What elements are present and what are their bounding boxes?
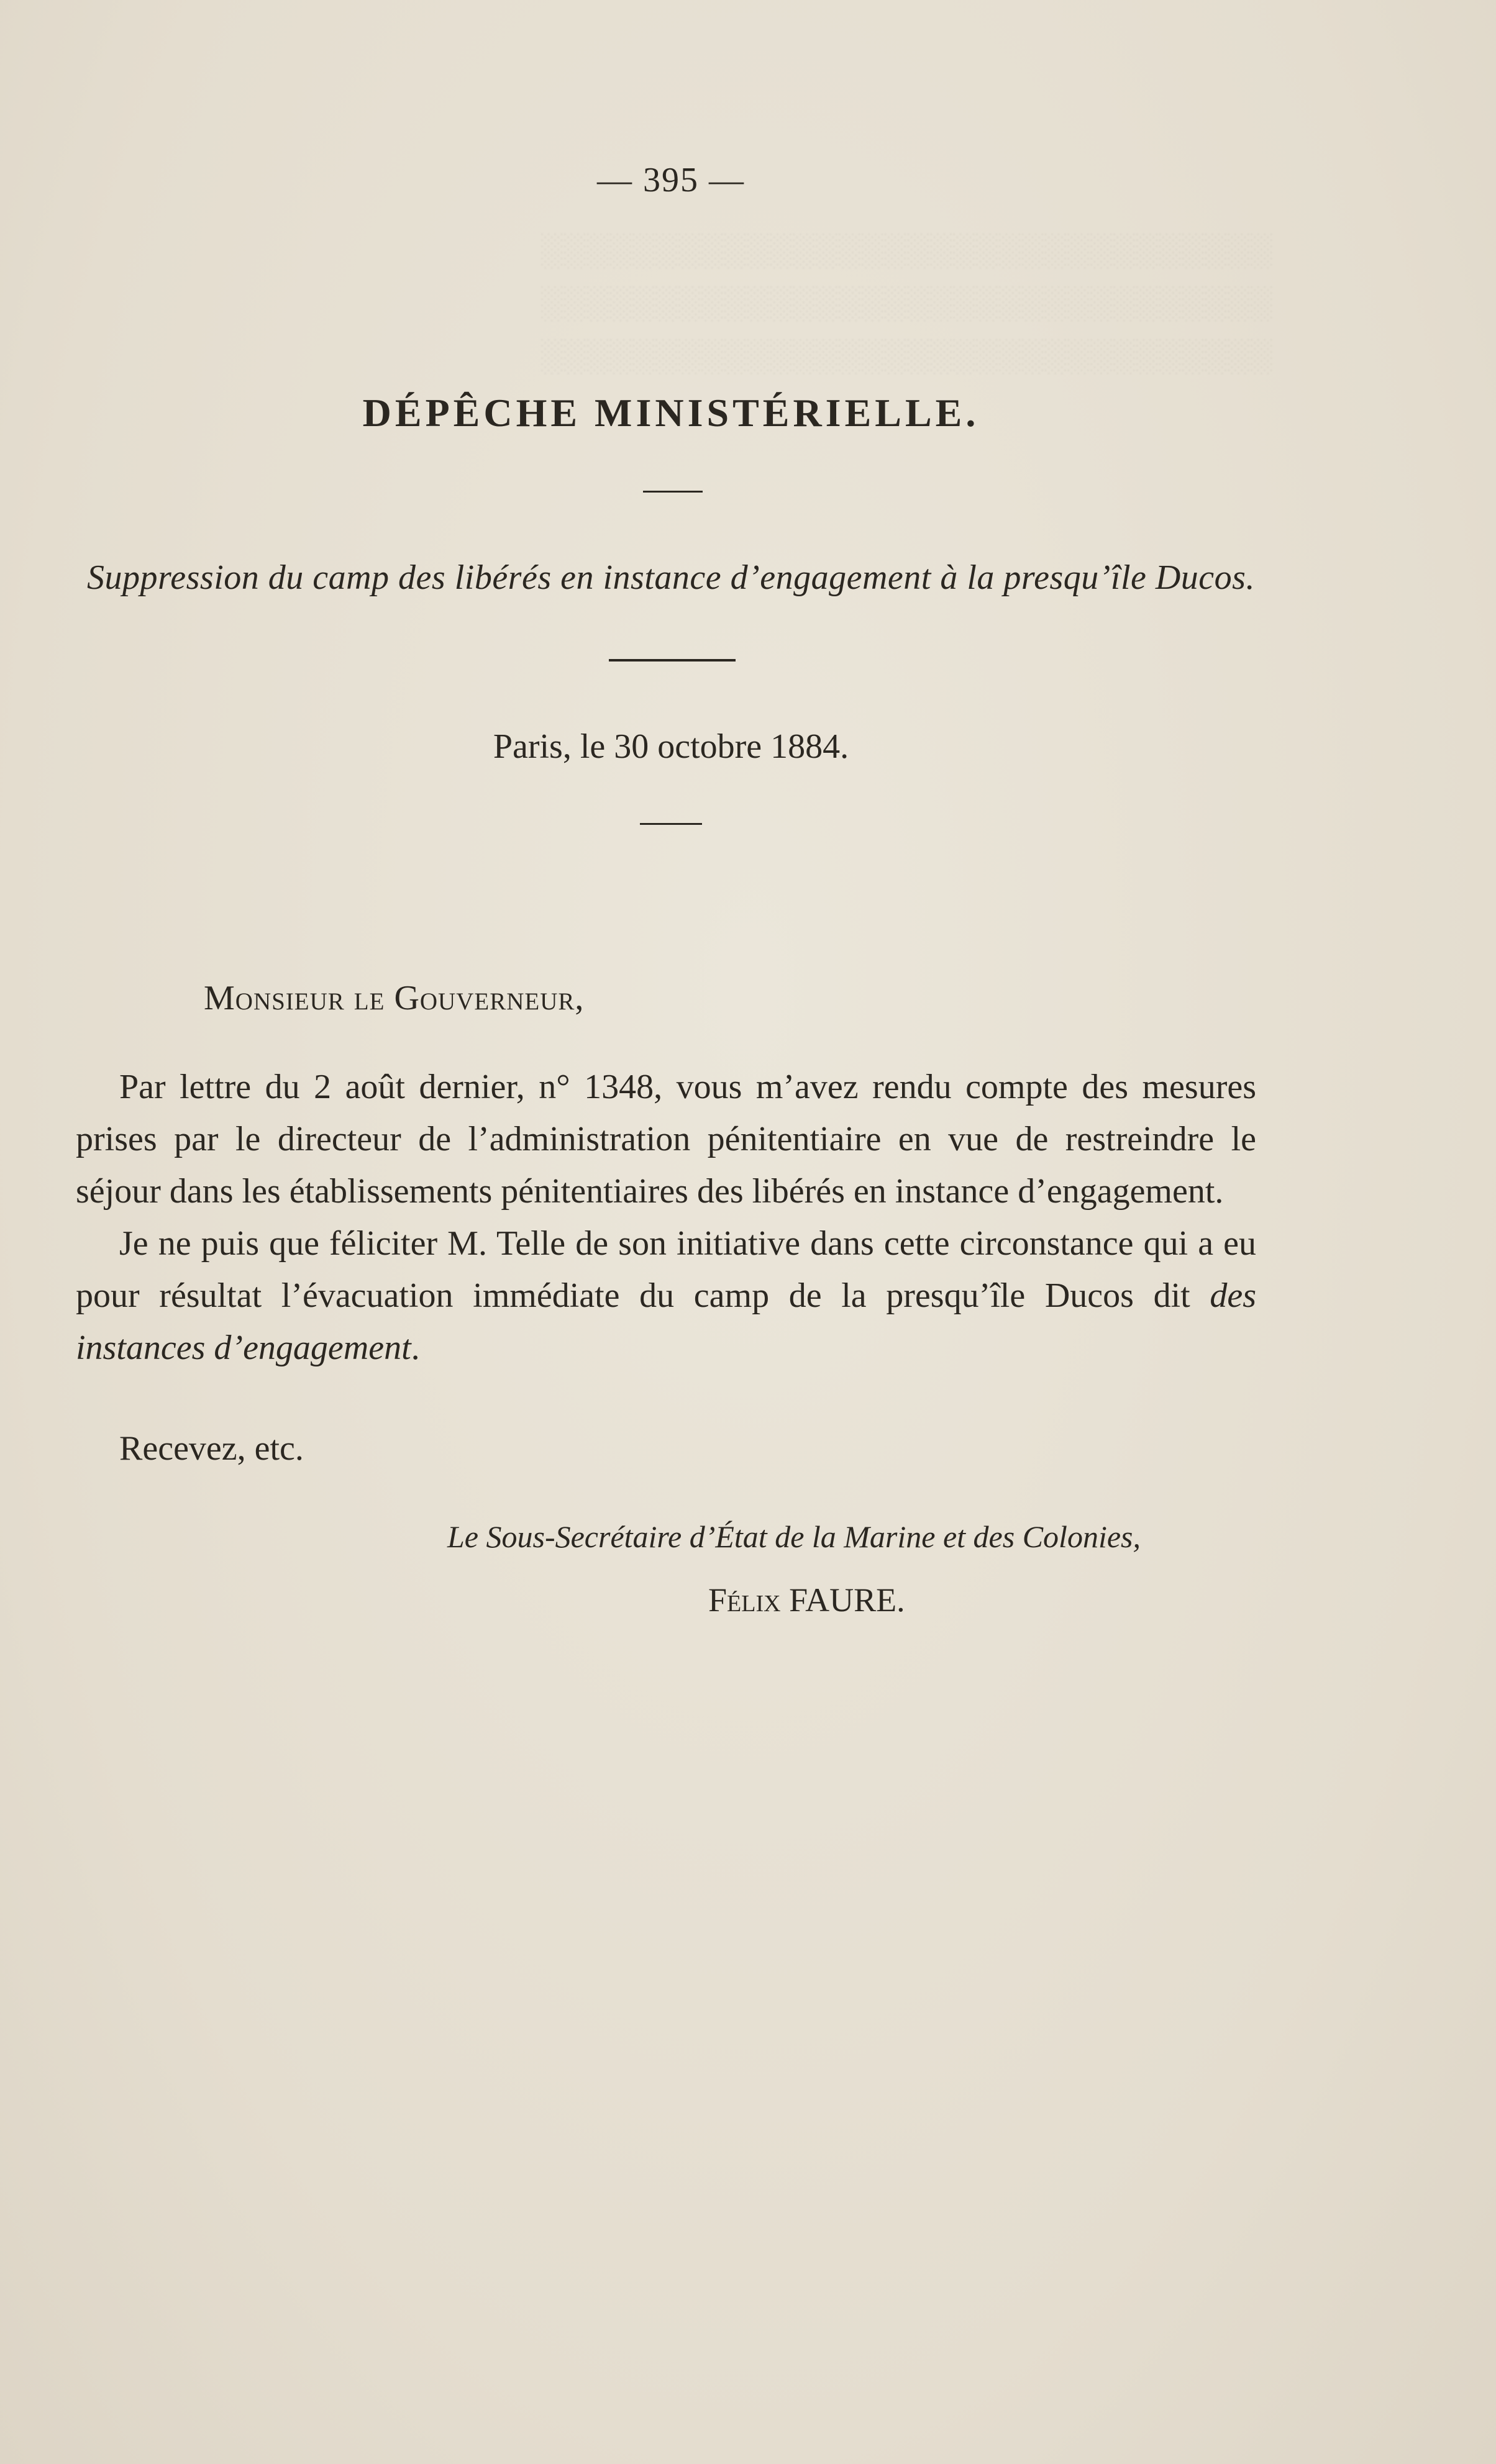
body-paragraph-2-italic: des instances d’engagement bbox=[76, 1276, 1256, 1367]
salutation: Monsieur le Gouverneur, bbox=[204, 979, 585, 1017]
body-paragraph-2-end: . bbox=[411, 1329, 420, 1367]
closing-formula: Recevez, etc. bbox=[119, 1429, 304, 1468]
letter-body bbox=[76, 1061, 1256, 1374]
signatory-name bbox=[708, 1581, 905, 1619]
signatory-title: Le Sous-Secrétaire d’État de la Marine et des Colonies, bbox=[447, 1519, 1141, 1554]
document-subtitle: Suppression du camp des libérés en instance d’engagement à la presqu’île Ducos. bbox=[87, 558, 1255, 597]
body-paragraph-2-text: Je ne puis que féliciter M. Telle de son initiative dans cette circonstance qui a eu pour résultat l’évacuation immédiate du camp de la presqu’île Ducos dit bbox=[76, 1224, 1256, 1315]
bleed-through-texture: ░░░░░░░░░░░░░░░░░░░░░░░░░░░░░░░░ ░░░░░░░░░░░░░░░░░░░░░░░░░░░░░░░░ ░░░░░░░░░░░░░░░░░░░░░░░░░░░░░░░░ bbox=[541, 232, 1274, 373]
title-divider bbox=[643, 491, 703, 493]
dateline: Paris, le 30 octobre 1884. bbox=[493, 727, 849, 766]
body-paragraph-2 bbox=[76, 1217, 1256, 1374]
body-paragraph-1: Par lettre du 2 août dernier, n° 1348, vous m’avez rendu compte des mesures prises par le directeur de l’administration pénitentiaire en vue de restreindre le séjour dans les établissements pénitentiaires des libérés en instance d’engagement. bbox=[76, 1068, 1256, 1211]
page-number: — 395 — bbox=[597, 161, 745, 199]
document-title: DÉPÊCHE MINISTÉRIELLE. bbox=[362, 391, 980, 435]
dateline-divider bbox=[640, 823, 702, 825]
signatory-last-name: FAURE. bbox=[789, 1581, 905, 1619]
subtitle-divider bbox=[609, 659, 736, 661]
signatory-first-name: Félix bbox=[708, 1581, 781, 1619]
